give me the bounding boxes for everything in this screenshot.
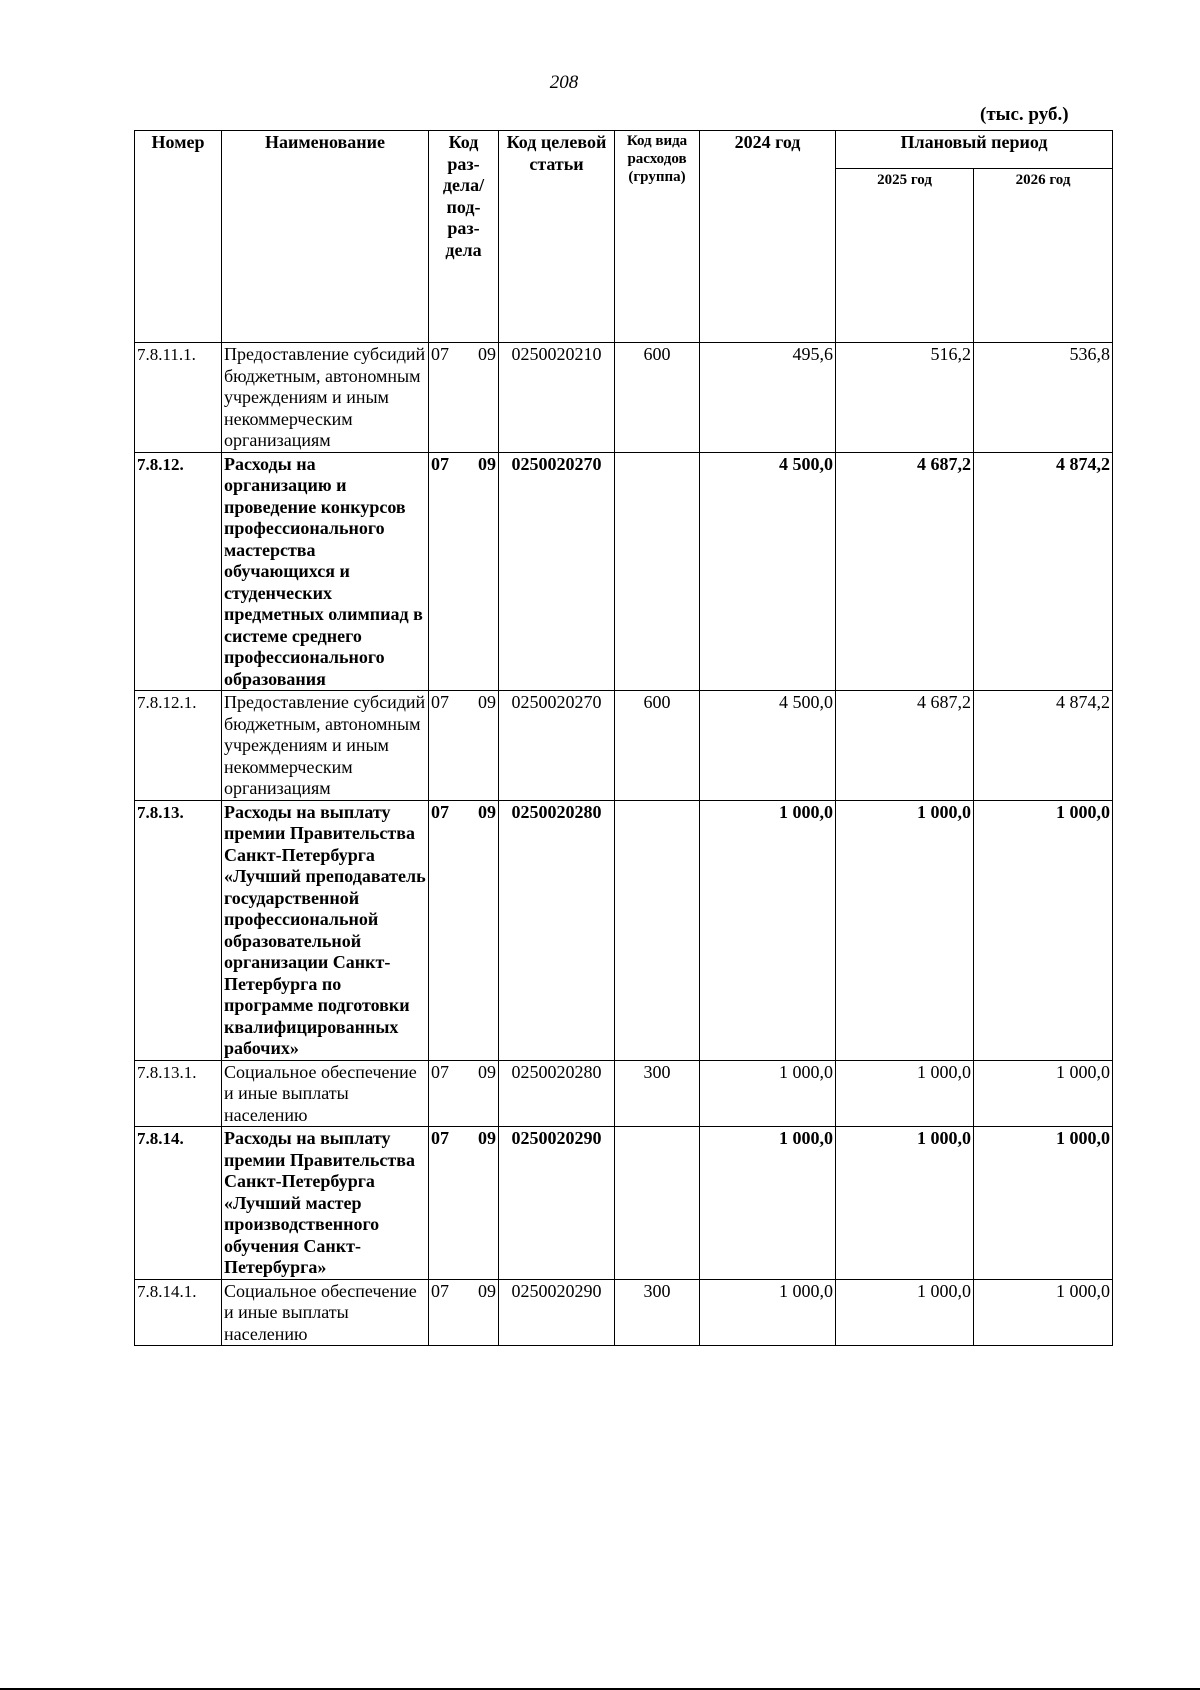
row-section-code xyxy=(429,691,499,801)
table-row xyxy=(135,1127,1113,1280)
subsection-code: 09 xyxy=(478,1280,496,1301)
row-number: 7.8.12. xyxy=(135,452,222,691)
row-amount-2025: 516,2 xyxy=(836,343,974,453)
row-name: Предоставление субсидий бюджетным, автономным учреждениям и иным некоммерческим организациям xyxy=(222,343,429,453)
section-code: 07 xyxy=(431,1128,449,1148)
row-amount-2026: 1 000,0 xyxy=(974,1127,1113,1280)
row-amount-2026: 4 874,2 xyxy=(974,691,1113,801)
subsection-code: 09 xyxy=(478,692,496,712)
subsection-code: 09 xyxy=(478,453,496,474)
row-name: Предоставление субсидий бюджетным, автономным учреждениям и иным некоммерческим организациям xyxy=(222,691,429,801)
section-code: 07 xyxy=(431,801,449,822)
row-name: Социальное обеспечение и иные выплаты населению xyxy=(222,1279,429,1346)
row-amount-2025: 1 000,0 xyxy=(836,1127,974,1280)
row-name: Расходы на организацию и проведение конкурсов профессионального мастерства обучающихся и студенческих предметных олимпиад в системе среднего профессионального образования xyxy=(222,452,429,691)
row-section-code xyxy=(429,1127,499,1280)
row-amount-2026: 536,8 xyxy=(974,343,1113,453)
row-amount-2026: 1 000,0 xyxy=(974,800,1113,1060)
section-code: 07 xyxy=(431,344,449,364)
row-expense-type xyxy=(615,452,700,691)
row-amount-2024: 495,6 xyxy=(700,343,836,453)
row-amount-2026: 4 874,2 xyxy=(974,452,1113,691)
subsection-code: 09 xyxy=(478,344,496,364)
row-section-code xyxy=(429,800,499,1060)
row-amount-2024: 4 500,0 xyxy=(700,452,836,691)
row-number: 7.8.13.1. xyxy=(135,1060,222,1127)
header-target: Код целевой статьи xyxy=(499,131,615,343)
section-subsection xyxy=(431,692,496,714)
row-name: Расходы на выплату премии Правительства Санкт-Петербурга «Лучший мастер производственного обучения Санкт-Петербурга» xyxy=(222,1127,429,1280)
row-name: Расходы на выплату премии Правительства Санкт-Петербурга «Лучший преподаватель государственной профессиональной образовательной организации Санкт-Петербурга по программе подготовки квалифицированных рабочих» xyxy=(222,800,429,1060)
row-expense-type: 300 xyxy=(615,1279,700,1346)
row-section-code xyxy=(429,452,499,691)
section-subsection xyxy=(431,344,496,366)
row-amount-2025: 4 687,2 xyxy=(836,691,974,801)
row-amount-2026: 1 000,0 xyxy=(974,1279,1113,1346)
row-amount-2025: 4 687,2 xyxy=(836,452,974,691)
row-expense-type xyxy=(615,800,700,1060)
header-planned-period: Плановый период xyxy=(836,131,1113,169)
row-amount-2024: 1 000,0 xyxy=(700,1060,836,1127)
row-expense-type: 300 xyxy=(615,1060,700,1127)
row-target-code: 0250020280 xyxy=(499,800,615,1060)
row-amount-2025: 1 000,0 xyxy=(836,800,974,1060)
subsection-code: 09 xyxy=(478,1128,496,1148)
section-subsection xyxy=(431,1062,496,1084)
section-code: 07 xyxy=(431,692,449,712)
row-target-code: 0250020280 xyxy=(499,1060,615,1127)
row-number: 7.8.14. xyxy=(135,1127,222,1280)
header-expense-type: Код вида расходов (группа) xyxy=(615,131,700,343)
row-number: 7.8.11.1. xyxy=(135,343,222,453)
section-subsection xyxy=(431,1128,496,1150)
row-expense-type xyxy=(615,1127,700,1280)
row-amount-2024: 1 000,0 xyxy=(700,1279,836,1346)
subsection-code: 09 xyxy=(478,801,496,822)
header-2026: 2026 год xyxy=(974,169,1113,343)
row-number: 7.8.14.1. xyxy=(135,1279,222,1346)
section-subsection xyxy=(431,1281,496,1303)
header-section: Код раз-дела/ под-раз-дела xyxy=(429,131,499,343)
section-code: 07 xyxy=(431,1280,449,1301)
row-expense-type: 600 xyxy=(615,343,700,453)
budget-table xyxy=(134,130,1113,1346)
row-target-code: 0250020290 xyxy=(499,1279,615,1346)
table-row xyxy=(135,691,1113,801)
row-target-code: 0250020270 xyxy=(499,452,615,691)
row-section-code xyxy=(429,343,499,453)
table-body xyxy=(135,343,1113,1346)
header-number: Номер xyxy=(135,131,222,343)
row-amount-2026: 1 000,0 xyxy=(974,1060,1113,1127)
row-expense-type: 600 xyxy=(615,691,700,801)
row-amount-2025: 1 000,0 xyxy=(836,1279,974,1346)
section-subsection xyxy=(431,802,496,824)
row-target-code: 0250020270 xyxy=(499,691,615,801)
subsection-code: 09 xyxy=(478,1061,496,1082)
row-amount-2024: 1 000,0 xyxy=(700,800,836,1060)
row-amount-2024: 4 500,0 xyxy=(700,691,836,801)
row-amount-2025: 1 000,0 xyxy=(836,1060,974,1127)
header-2024: 2024 год xyxy=(700,131,836,343)
row-number: 7.8.13. xyxy=(135,800,222,1060)
row-amount-2024: 1 000,0 xyxy=(700,1127,836,1280)
row-section-code xyxy=(429,1060,499,1127)
row-name: Социальное обеспечение и иные выплаты населению xyxy=(222,1060,429,1127)
table-row xyxy=(135,1279,1113,1346)
row-target-code: 0250020210 xyxy=(499,343,615,453)
header-name: Наименование xyxy=(222,131,429,343)
table-row xyxy=(135,452,1113,691)
section-code: 07 xyxy=(431,1061,449,1082)
page-number: 208 xyxy=(549,72,579,93)
row-number: 7.8.12.1. xyxy=(135,691,222,801)
table-row xyxy=(135,800,1113,1060)
row-section-code xyxy=(429,1279,499,1346)
table-row xyxy=(135,1060,1113,1127)
table-row xyxy=(135,343,1113,453)
section-subsection xyxy=(431,454,496,476)
row-target-code: 0250020290 xyxy=(499,1127,615,1280)
units-label: (тыс. руб.) xyxy=(980,104,1069,125)
header-2025: 2025 год xyxy=(836,169,974,343)
section-code: 07 xyxy=(431,453,449,474)
